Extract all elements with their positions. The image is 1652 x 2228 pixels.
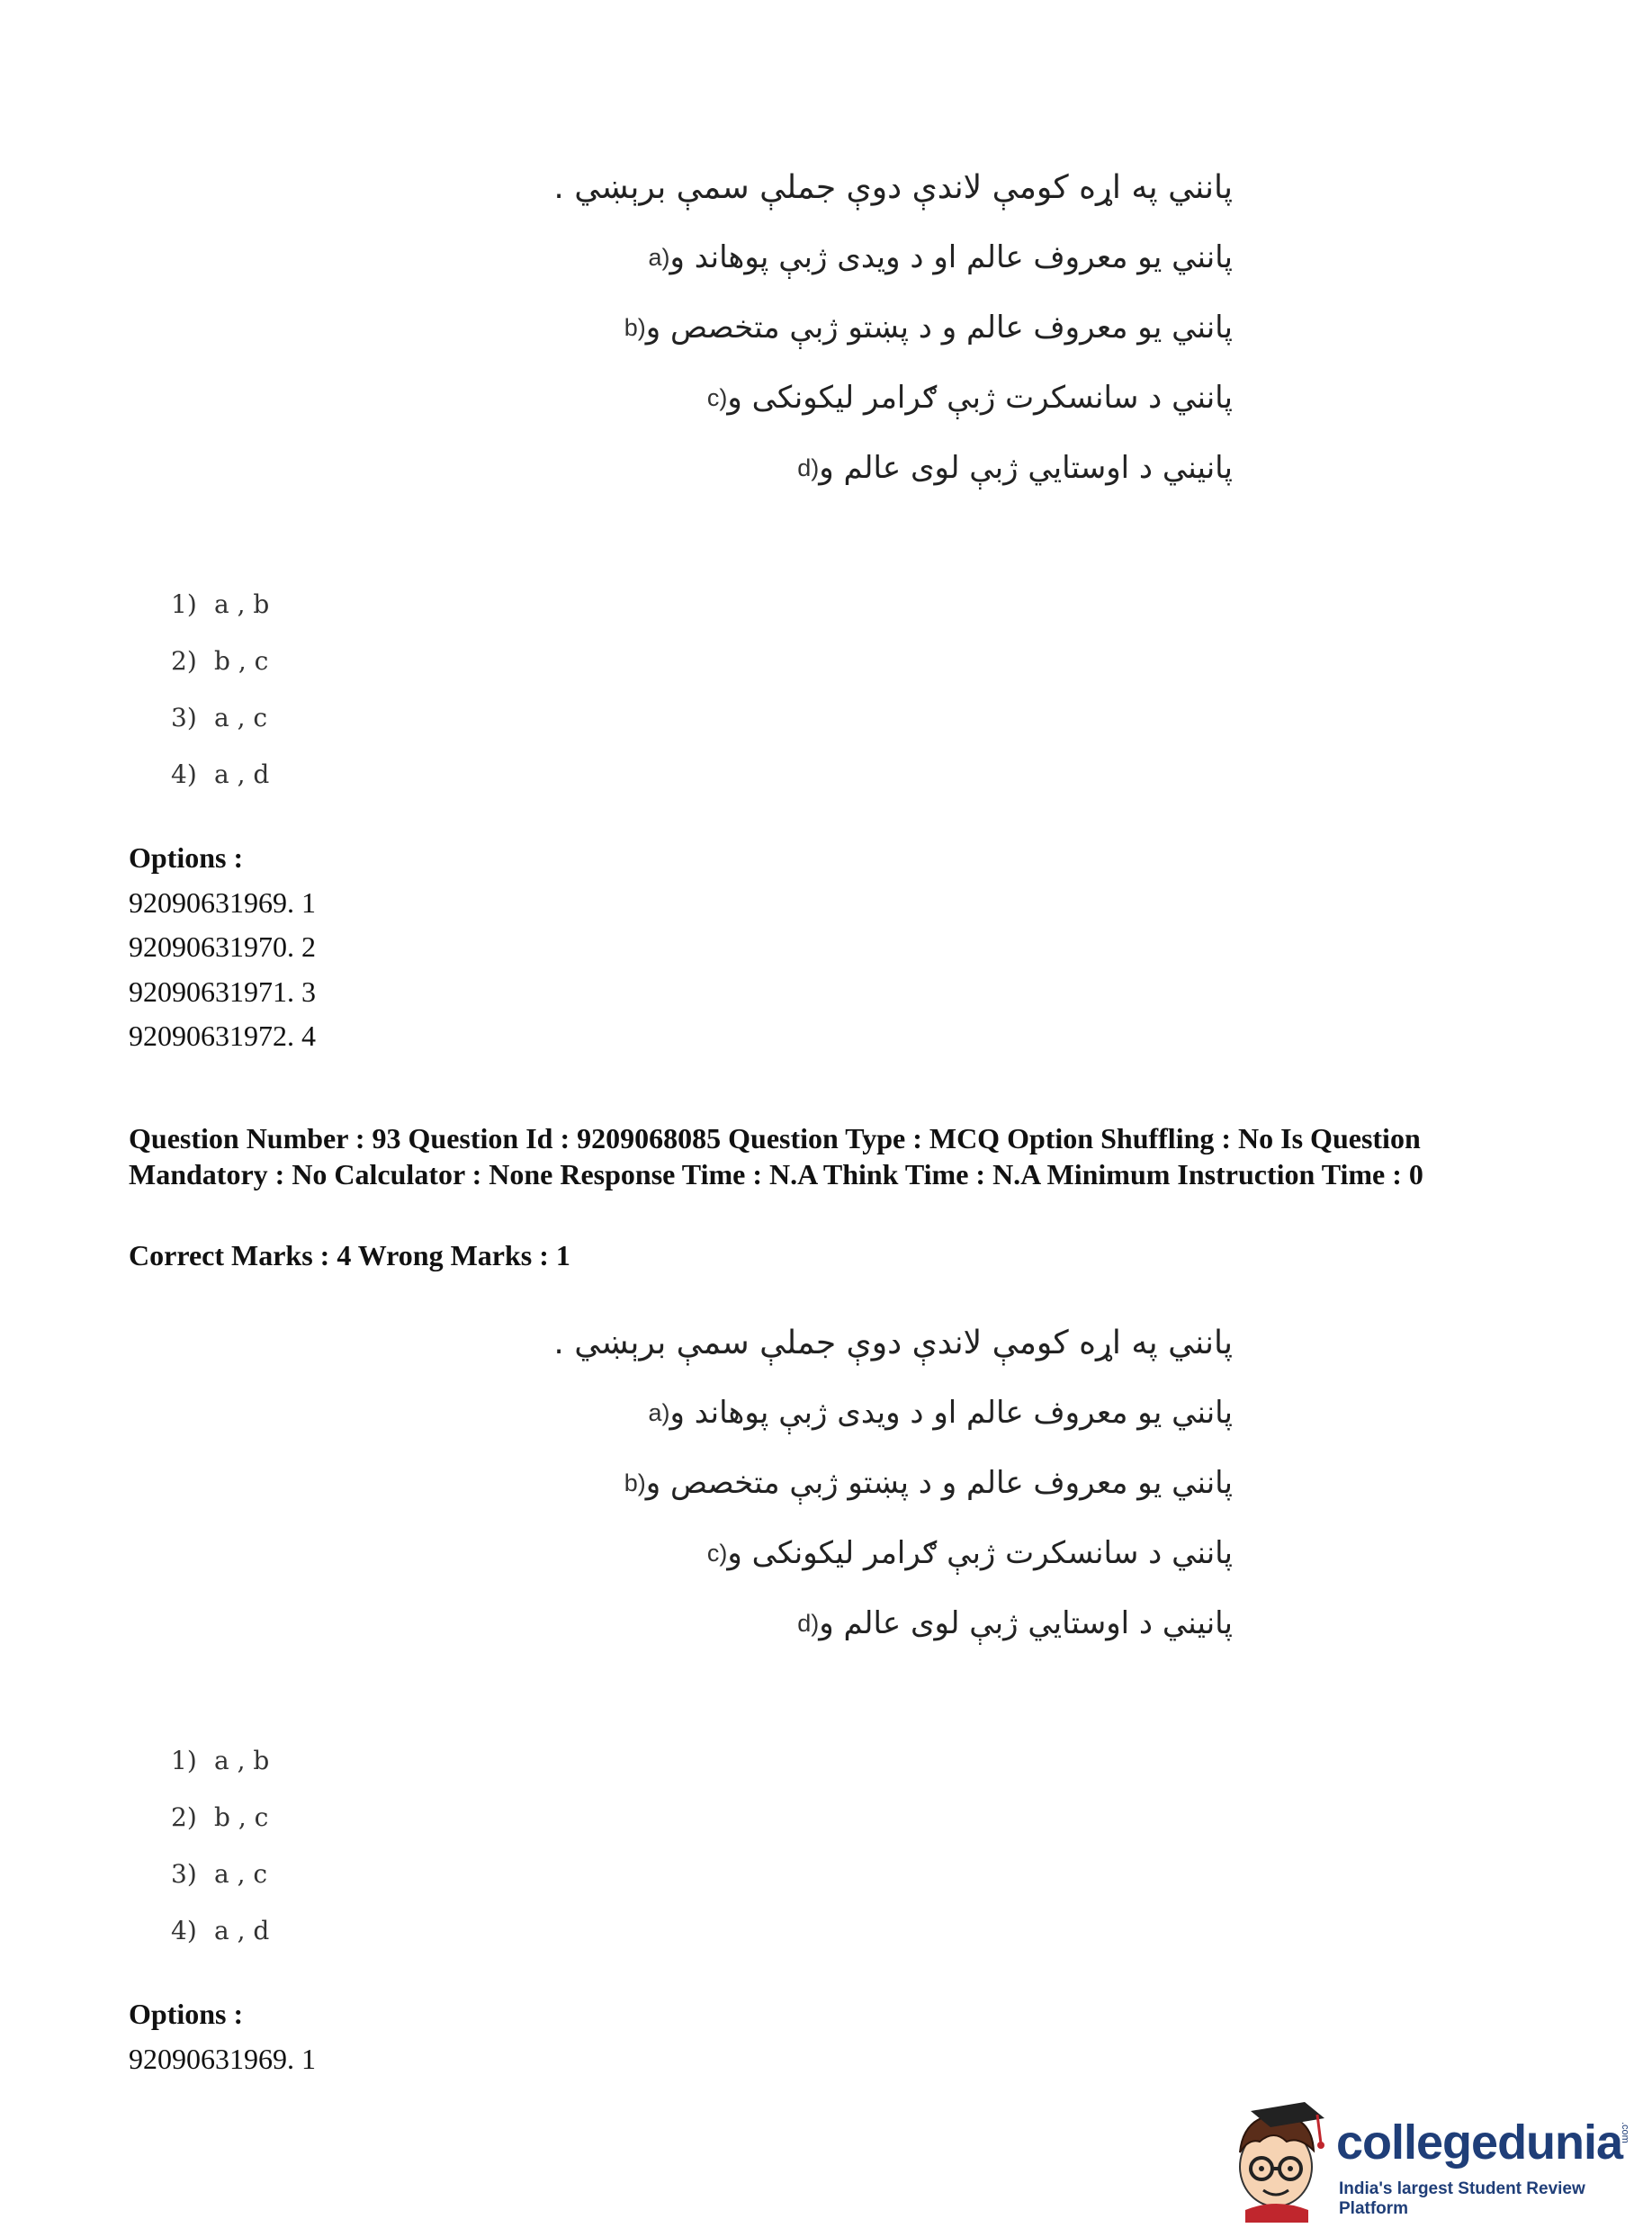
statement-letter: c) <box>706 383 728 411</box>
choice-1: 1) a , b <box>171 589 270 619</box>
statement-text: پانيني د اوستايي ژبې لوی عالم و <box>819 450 1233 486</box>
statement-letter: c) <box>706 1539 728 1567</box>
statement-d <box>785 450 1233 486</box>
statement-b <box>612 1465 1233 1501</box>
statement-text: پانني د سانسکرت ژبې ګرامر ليکونکی و <box>727 380 1233 416</box>
choice-1: 1) a , b <box>171 1746 270 1775</box>
choice-4: 4) a , d <box>171 759 270 789</box>
statement-letter: a) <box>648 243 670 271</box>
choice-2: 2) b , c <box>171 1802 269 1832</box>
choice-3: 3) a , c <box>171 1859 268 1889</box>
choice-4: 4) a , d <box>171 1916 270 1945</box>
choice-2: 2) b , c <box>171 646 269 676</box>
statement-text: پانني يو معروف عالم او د ويدی ژبې پوهاند و <box>669 239 1233 275</box>
question-stem: پانني په اړه کومې لاندې دوې جملې سمې برېښي . <box>553 1325 1233 1361</box>
statement-b <box>612 310 1233 346</box>
statement-text: پانيني د اوستايي ژبې لوی عالم و <box>819 1605 1233 1641</box>
logo-com: .com <box>1620 2122 1630 2143</box>
question-meta: Question Number : 93 Question Id : 9209068085 Question Type : MCQ Option Shuffling : No Is Question Mandatory : No Calculator : None Response Time : N.A Think Time : N.A Minimum Instruction Time : 0 <box>129 1122 1423 1190</box>
question-stem: پانني په اړه کومې لاندې دوې جملې سمې برېښي . <box>553 169 1233 206</box>
statement-letter: a) <box>648 1398 670 1426</box>
statement-letter: d) <box>797 454 820 481</box>
mascot-icon <box>1224 2097 1332 2223</box>
statement-text: پانني يو معروف عالم و د پښتو ژبې متخصص و <box>645 1465 1233 1501</box>
option-id-2: 92090631970. 2 <box>129 930 316 963</box>
statement-c <box>695 380 1233 416</box>
pashto-question-2 <box>531 1325 1233 1649</box>
statement-letter: b) <box>624 313 646 341</box>
statement-a <box>636 239 1233 275</box>
statement-text: پانني يو معروف عالم و د پښتو ژبې متخصص و <box>645 310 1233 346</box>
statement-text: پانني يو معروف عالم او د ويدی ژبې پوهاند و <box>669 1395 1233 1431</box>
statement-d <box>785 1605 1233 1641</box>
option-id-1: 92090631969. 1 <box>129 886 316 919</box>
option-id-3: 92090631971. 3 <box>129 975 316 1008</box>
logo-wordmark: collegedunia <box>1336 2116 1623 2170</box>
logo-tagline: India's largest Student Review Platform <box>1339 2179 1585 2218</box>
question-marks: Correct Marks : 4 Wrong Marks : 1 <box>129 1239 570 1271</box>
statement-a <box>636 1395 1233 1431</box>
option-id-4: 92090631972. 4 <box>129 1020 316 1052</box>
choice-3: 3) a , c <box>171 703 268 732</box>
collegedunia-logo <box>1224 2097 1638 2223</box>
option-id-1: 92090631969. 1 <box>129 2043 316 2075</box>
statement-letter: d) <box>797 1609 820 1637</box>
statement-letter: b) <box>624 1469 646 1496</box>
options-heading: Options : <box>129 841 244 874</box>
statement-text: پانني د سانسکرت ژبې ګرامر ليکونکی و <box>727 1535 1233 1571</box>
options-heading: Options : <box>129 1998 244 2030</box>
pashto-question-1 <box>531 169 1233 493</box>
statement-c <box>695 1535 1233 1571</box>
